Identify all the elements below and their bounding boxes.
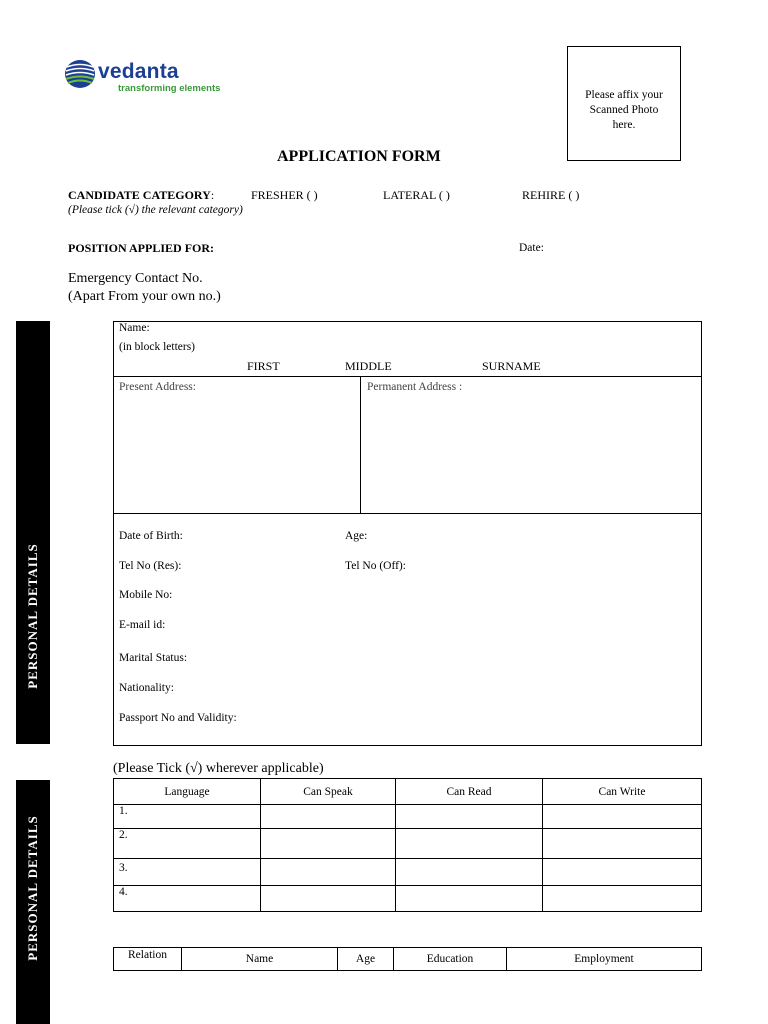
dob-label: Date of Birth: [119,530,183,542]
row-number: 3. [114,859,261,886]
permanent-address-label: Permanent Address : [367,381,463,393]
passport-label: Passport No and Validity: [119,712,237,724]
mobile-label: Mobile No: [119,589,173,601]
date-label: Date: [519,242,544,254]
can-speak-cell[interactable] [261,886,396,912]
can-read-cell[interactable] [396,805,543,829]
row-number: 4. [114,886,261,912]
can-speak-cell[interactable] [261,859,396,886]
vedanta-logo-icon [64,58,96,90]
emergency-contact-label: Emergency Contact No. [68,271,203,286]
address-row-divider [113,513,702,514]
can-write-cell[interactable] [543,886,702,912]
candidate-category-colon: : [210,188,215,202]
header-language: Language [114,779,261,805]
row-number: 2. [114,829,261,859]
candidate-category-text: CANDIDATE CATEGORY [68,188,211,202]
company-logo [64,58,244,98]
option-rehire[interactable]: REHIRE ( ) [522,188,580,202]
can-speak-cell[interactable] [261,829,396,859]
address-column-divider [360,376,361,513]
name-label: Name: [119,322,150,334]
name-row-divider [113,376,702,377]
photo-box-line2: Scanned Photo [589,104,659,116]
can-read-cell[interactable] [396,859,543,886]
tel-res-label: Tel No (Res): [119,560,182,572]
logo-name: vedanta [98,60,179,83]
option-fresher[interactable]: FRESHER ( ) [251,188,318,202]
table-row [114,805,702,829]
option-lateral[interactable]: LATERAL ( ) [383,188,450,202]
sidebar-label-1: PERSONAL DETAILS [25,543,40,689]
can-write-cell[interactable] [543,805,702,829]
header-age: Age [338,948,394,971]
logo-tagline: transforming elements [118,83,221,94]
header-can-speak: Can Speak [261,779,396,805]
form-title: APPLICATION FORM [277,148,441,165]
table-row [114,859,702,886]
sidebar-personal-details-2 [16,780,50,1024]
photo-box [567,46,681,161]
family-table-header [114,948,702,971]
language-table [113,778,702,912]
email-label: E-mail id: [119,619,166,631]
age-label: Age: [345,530,368,542]
name-middle-label: MIDDLE [345,359,392,373]
table-row [114,886,702,912]
row-number: 1. [114,805,261,829]
language-note: (Please Tick (√) wherever applicable) [113,761,324,776]
header-name: Name [182,948,338,971]
photo-box-line3: here. [612,119,636,131]
header-can-read: Can Read [396,779,543,805]
name-surname-label: SURNAME [482,359,541,373]
can-write-cell[interactable] [543,829,702,859]
sidebar-personal-details-1 [16,321,50,744]
photo-box-line1: Please affix your [585,89,663,101]
tel-off-label: Tel No (Off): [345,560,406,572]
sidebar-label-2: PERSONAL DETAILS [25,815,40,961]
can-speak-cell[interactable] [261,805,396,829]
marital-status-label: Marital Status: [119,652,188,664]
emergency-contact-note: (Apart From your own no.) [68,289,221,304]
family-table [113,947,702,971]
can-read-cell[interactable] [396,829,543,859]
table-row [114,829,702,859]
can-read-cell[interactable] [396,886,543,912]
header-can-write: Can Write [543,779,702,805]
position-applied-label: POSITION APPLIED FOR: [68,241,215,255]
header-relation: Relation [114,948,182,971]
name-first-label: FIRST [247,359,280,373]
present-address-label: Present Address: [119,381,196,393]
name-sub-label: (in block letters) [119,341,196,353]
header-employment: Employment [507,948,702,971]
category-hint: (Please tick (√) the relevant category) [68,204,243,216]
candidate-category-label [68,188,214,203]
header-education: Education [394,948,507,971]
language-table-header [114,779,702,805]
nationality-label: Nationality: [119,682,174,694]
can-write-cell[interactable] [543,859,702,886]
